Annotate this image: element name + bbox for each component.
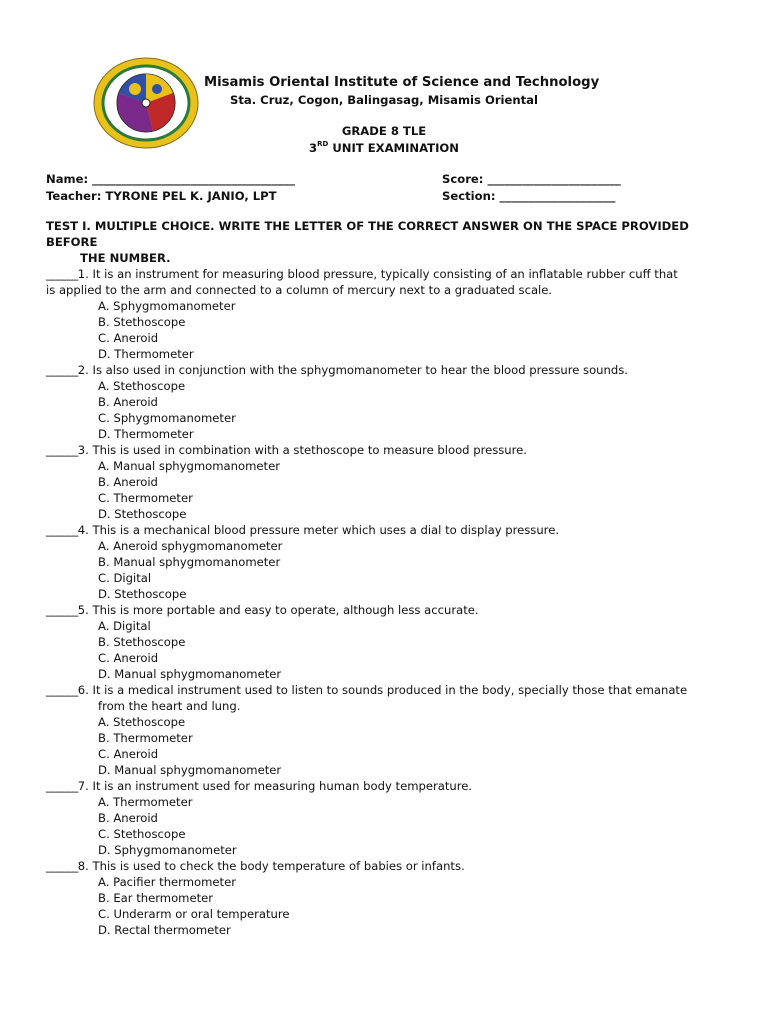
option-b: B. Ear thermometer [98,891,214,905]
option-c: C. Thermometer [98,491,193,505]
school-name: Misamis Oriental Institute of Science and Technology [204,75,600,90]
option-d: D. Rectal thermometer [98,923,231,937]
answer-blank: ______ [46,523,78,537]
option-d: D. Thermometer [98,347,194,361]
option-d: D. Stethoscope [98,587,187,601]
score-field: Score: _______________________ [442,172,621,186]
option-a: A. Digital [98,619,151,633]
option-c: C. Aneroid [98,747,159,761]
answer-blank: ______ [46,443,78,457]
option-d: D. Manual sphygmomanometer [98,667,282,681]
school-address: Sta. Cruz, Cogon, Balingasag, Misamis Oriental [230,93,538,107]
question-8 [46,858,726,938]
answer-blank: ______ [46,603,78,617]
option-c: C. Digital [98,571,152,585]
test-heading [46,218,718,266]
option-c: C. Aneroid [98,651,159,665]
name-field: Name: ___________________________________ [46,172,296,186]
option-d: D. Stethoscope [98,507,187,521]
option-a: A. Aneroid sphygmomanometer [98,539,283,553]
question-text-continued: is applied to the arm and connected to a column of mercury next to a graduated scale. [46,283,553,297]
question-list [46,266,726,938]
option-a: A. Pacifier thermometer [98,875,237,889]
question-1 [46,266,726,362]
option-b: B. Aneroid [98,811,158,825]
option-c: C. Underarm or oral temperature [98,907,290,921]
option-b: B. Aneroid [98,475,158,489]
answer-blank: ______ [46,683,78,697]
question-text: 6. It is a medical instrument used to listen to sounds produced in the body, specially those that emanate [77,683,688,697]
question-text: 2. Is also used in conjunction with the sphygmomanometer to hear the blood pressure sounds. [77,363,628,377]
answer-blank: ______ [46,267,78,281]
option-a: A. Manual sphygmomanometer [98,459,280,473]
option-a: A. Stethoscope [98,715,186,729]
question-text-continued: from the heart and lung. [98,699,241,713]
question-text: 4. This is a mechanical blood pressure meter which uses a dial to display pressure. [77,523,560,537]
option-b: B. Manual sphygmomanometer [98,555,281,569]
question-4 [46,522,726,602]
exam-label: UNIT EXAMINATION [328,141,459,155]
option-b: B. Stethoscope [98,635,186,649]
option-d: D. Manual sphygmomanometer [98,763,282,777]
option-a: A. Stethoscope [98,379,186,393]
question-text: 5. This is more portable and easy to operate, although less accurate. [77,603,479,617]
question-2 [46,362,726,442]
option-c: C. Aneroid [98,331,159,345]
option-d: D. Thermometer [98,427,194,441]
answer-blank: ______ [46,779,78,793]
option-b: B. Aneroid [98,395,158,409]
option-a: A. Thermometer [98,795,193,809]
exam-number: 3 [309,141,318,155]
option-a: A. Sphygmomanometer [98,299,236,313]
question-text: 1. It is an instrument for measuring blood pressure, typically consisting of an inflatable rubber cuff that [77,267,678,281]
option-d: D. Sphygmomanometer [98,843,237,857]
option-b: B. Thermometer [98,731,193,745]
option-b: B. Stethoscope [98,315,186,329]
question-6 [46,682,726,778]
option-c: C. Sphygmomanometer [98,411,236,425]
test-heading-line1: TEST I. MULTIPLE CHOICE. WRITE THE LETTER OF THE CORRECT ANSWER ON THE SPACE PROVIDED BEFORE [46,219,689,249]
question-5 [46,602,726,682]
question-text: 7. It is an instrument used for measuring human body temperature. [77,779,473,793]
question-3 [46,442,726,522]
option-c: C. Stethoscope [98,827,186,841]
answer-blank: ______ [46,859,78,873]
question-7 [46,778,726,858]
exam-title [0,140,768,156]
answer-blank: ______ [46,363,78,377]
test-heading-line2: THE NUMBER. [80,251,171,265]
grade-title: GRADE 8 TLE [341,124,427,138]
section-field: Section: ____________________ [442,189,616,203]
teacher-field: Teacher: TYRONE PEL K. JANIO, LPT [46,189,277,203]
question-text: 3. This is used in combination with a stethoscope to measure blood pressure. [77,443,527,457]
exam-ordinal: RD [317,140,329,149]
question-text: 8. This is used to check the body temperature of babies or infants. [77,859,465,873]
